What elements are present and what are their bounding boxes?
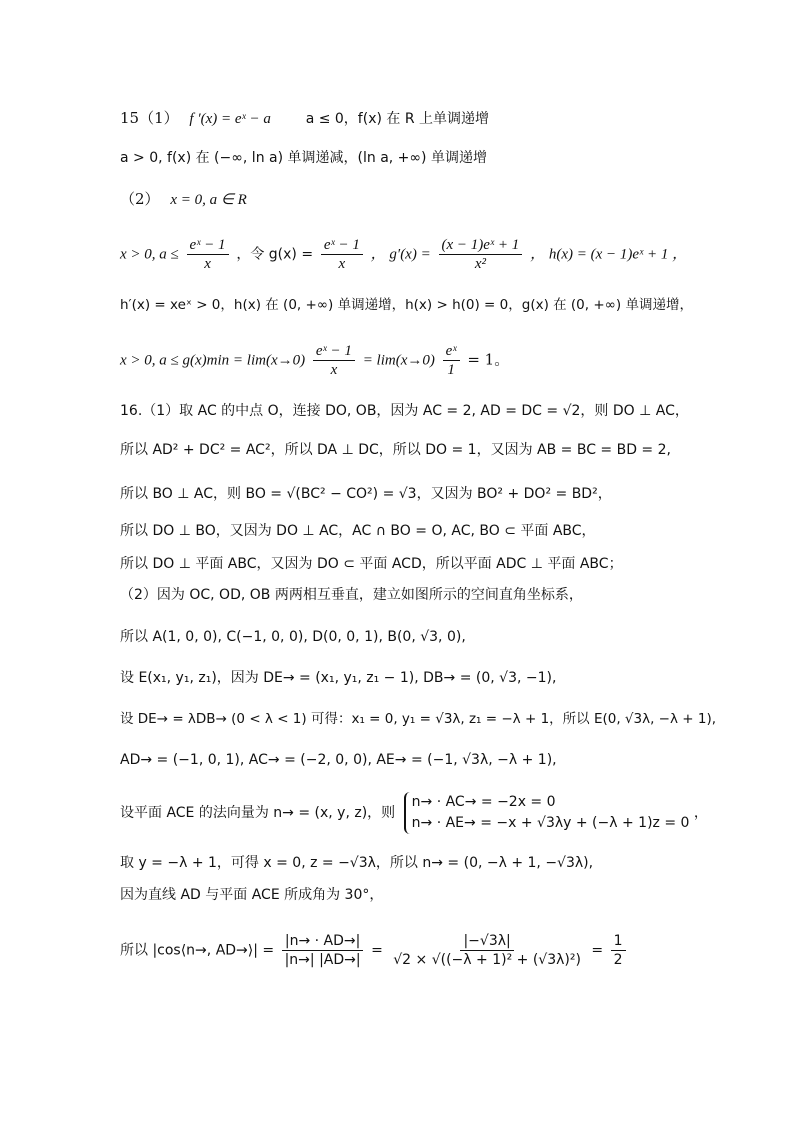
frac-num: 1 [611, 932, 626, 951]
q16-line-12: 取 y = −λ + 1，可得 x = 0, z = −√3λ，所以 n→ = (0, −λ + 1, −√3λ), [120, 855, 594, 871]
frac-num: eˣ − 1 [313, 342, 355, 361]
q16-line-13: 因为直线 AD 与平面 ACE 所成角为 30°， [120, 887, 384, 903]
q15-part2-condition: x = 0, a ∈ R [170, 192, 247, 208]
frac-den: 2 [613, 952, 623, 968]
q16-l11-tail: ， [693, 805, 708, 821]
q15-l6-fraction-2 [443, 342, 460, 379]
q16-line-7: 所以 A(1, 0, 0), C(−1, 0, 0), D(0, 0, 1), B(0, √3, 0), [120, 629, 466, 645]
frac-den: x² [474, 256, 486, 272]
q16-l11-lead: 设平面 ACE 的法向量为 n→ = (x, y, z)，则 [120, 805, 396, 821]
q15-l6-fraction-1 [313, 342, 355, 379]
q16-line-1: 16.（1）取 AC 的中点 O，连接 DO, OB，因为 AC = 2, AD = DC = √2，则 DO ⊥ AC， [120, 403, 689, 419]
q16-line-8: 设 E(x₁, y₁, z₁)，因为 DE→ = (x₁, y₁, z₁ − 1), DB→ = (0, √3, −1), [120, 670, 557, 686]
q15-l4-gprime-fraction [439, 236, 523, 273]
q15-line-5: h′(x) = xeˣ > 0，h(x) 在 (0, +∞) 单调递增，h(x) > h(0) = 0，g(x) 在 (0, +∞) 单调递增， [120, 297, 693, 313]
q16-system-eq-2: n→ · AE→ = −x + √3λy + (−λ + 1)z = 0 [411, 815, 690, 831]
frac-num: eˣ − 1 [321, 236, 363, 255]
q16-line-5: 所以 DO ⊥ 平面 ABC，又因为 DO ⊂ 平面 ACD，所以平面 ADC ⊥ 平面 ABC； [120, 556, 623, 572]
q15-derivative: f ′(x) = eˣ − a [189, 111, 271, 127]
q15-line-4 [120, 236, 754, 273]
frac-num: (x − 1)eˣ + 1 [439, 236, 523, 255]
q15-line-3 [120, 189, 754, 210]
q16-line-9: 设 DE→ = λDB→ (0 < λ < 1) 可得：x₁ = 0, y₁ = √3λ, z₁ = −λ + 1，所以 E(0, √3λ, −λ + 1), [120, 711, 717, 727]
frac-den: 1 [447, 362, 455, 378]
q16-line-14 [120, 932, 754, 969]
q15-line-6 [120, 342, 754, 379]
frac-den: x [330, 362, 338, 378]
q16-l14-fraction-2 [390, 932, 584, 969]
q16-l14-eq: = [371, 942, 383, 959]
q16-line-4: 所以 DO ⊥ BO，又因为 DO ⊥ AC，AC ∩ BO = O, AC, BO ⊂ 平面 ABC， [120, 523, 596, 539]
q16-equation-system [404, 792, 690, 834]
frac-num: |−√3λ| [460, 932, 513, 951]
q16-line-10: AD→ = (−1, 0, 1), AC→ = (−2, 0, 0), AE→ = (−1, √3λ, −λ + 1), [120, 752, 557, 768]
q16-line-3: 所以 BO ⊥ AC，则 BO = √(BC² − CO²) = √3，又因为 BO² + DO² = BD²， [120, 486, 612, 502]
q15-l4-lhs: x > 0, a ≤ [120, 246, 179, 263]
q15-l6-mid: = lim(x→0) [362, 352, 435, 369]
q15-l4-let: ，令 g(x) = [236, 246, 314, 263]
q16-l14-lead: 所以 |cos⟨n→, AD→⟩| = [120, 942, 275, 959]
frac-num: eˣ − 1 [187, 236, 229, 255]
q15-line-2: a > 0, f(x) 在 (−∞, ln a) 单调递减，(ln a, +∞) 单调递增 [120, 150, 487, 166]
q16-system-eq-1: n→ · AC→ = −2x = 0 [411, 794, 556, 810]
q15-l4-fraction [187, 236, 229, 273]
q16-line-2: 所以 AD² + DC² = AC²，所以 DA ⊥ DC，所以 DO = 1，又因为 AB = BC = BD = 2, [120, 442, 671, 458]
q16-line-6: （2）因为 OC, OD, OB 两两相互垂直，建立如图所示的空间直角坐标系， [120, 587, 583, 603]
q15-l4-gprime: ， g′(x) = [370, 246, 431, 263]
frac-num: eˣ [443, 342, 460, 361]
frac-den: √2 × √((−λ + 1)² + (√3λ)²) [393, 952, 581, 968]
q16-l14-fraction-1 [282, 932, 364, 969]
q15-line-1 [120, 108, 754, 129]
q15-part1-label: 15（1） [120, 109, 179, 127]
q15-l4-h: ， h(x) = (x − 1)eˣ + 1 ， [530, 246, 688, 263]
q15-l4-g-fraction [321, 236, 363, 273]
frac-num: |n→ · AD→| [282, 932, 363, 951]
q15-case-a-nonpositive: a ≤ 0，f(x) 在 R 上单调递增 [305, 111, 490, 127]
q15-part2-label: （2） [120, 190, 160, 208]
frac-den: x [204, 256, 211, 272]
frac-den: |n→| |AD→| [284, 952, 361, 968]
q15-l6-lhs: x > 0, a ≤ g(x)min = lim(x→0) [120, 352, 306, 369]
q16-l14-eq2: = [591, 942, 604, 959]
q15-l6-end: = 1。 [467, 350, 510, 369]
q16-line-11 [120, 792, 754, 834]
frac-den: x [338, 256, 346, 272]
q16-l14-fraction-3 [611, 932, 626, 969]
